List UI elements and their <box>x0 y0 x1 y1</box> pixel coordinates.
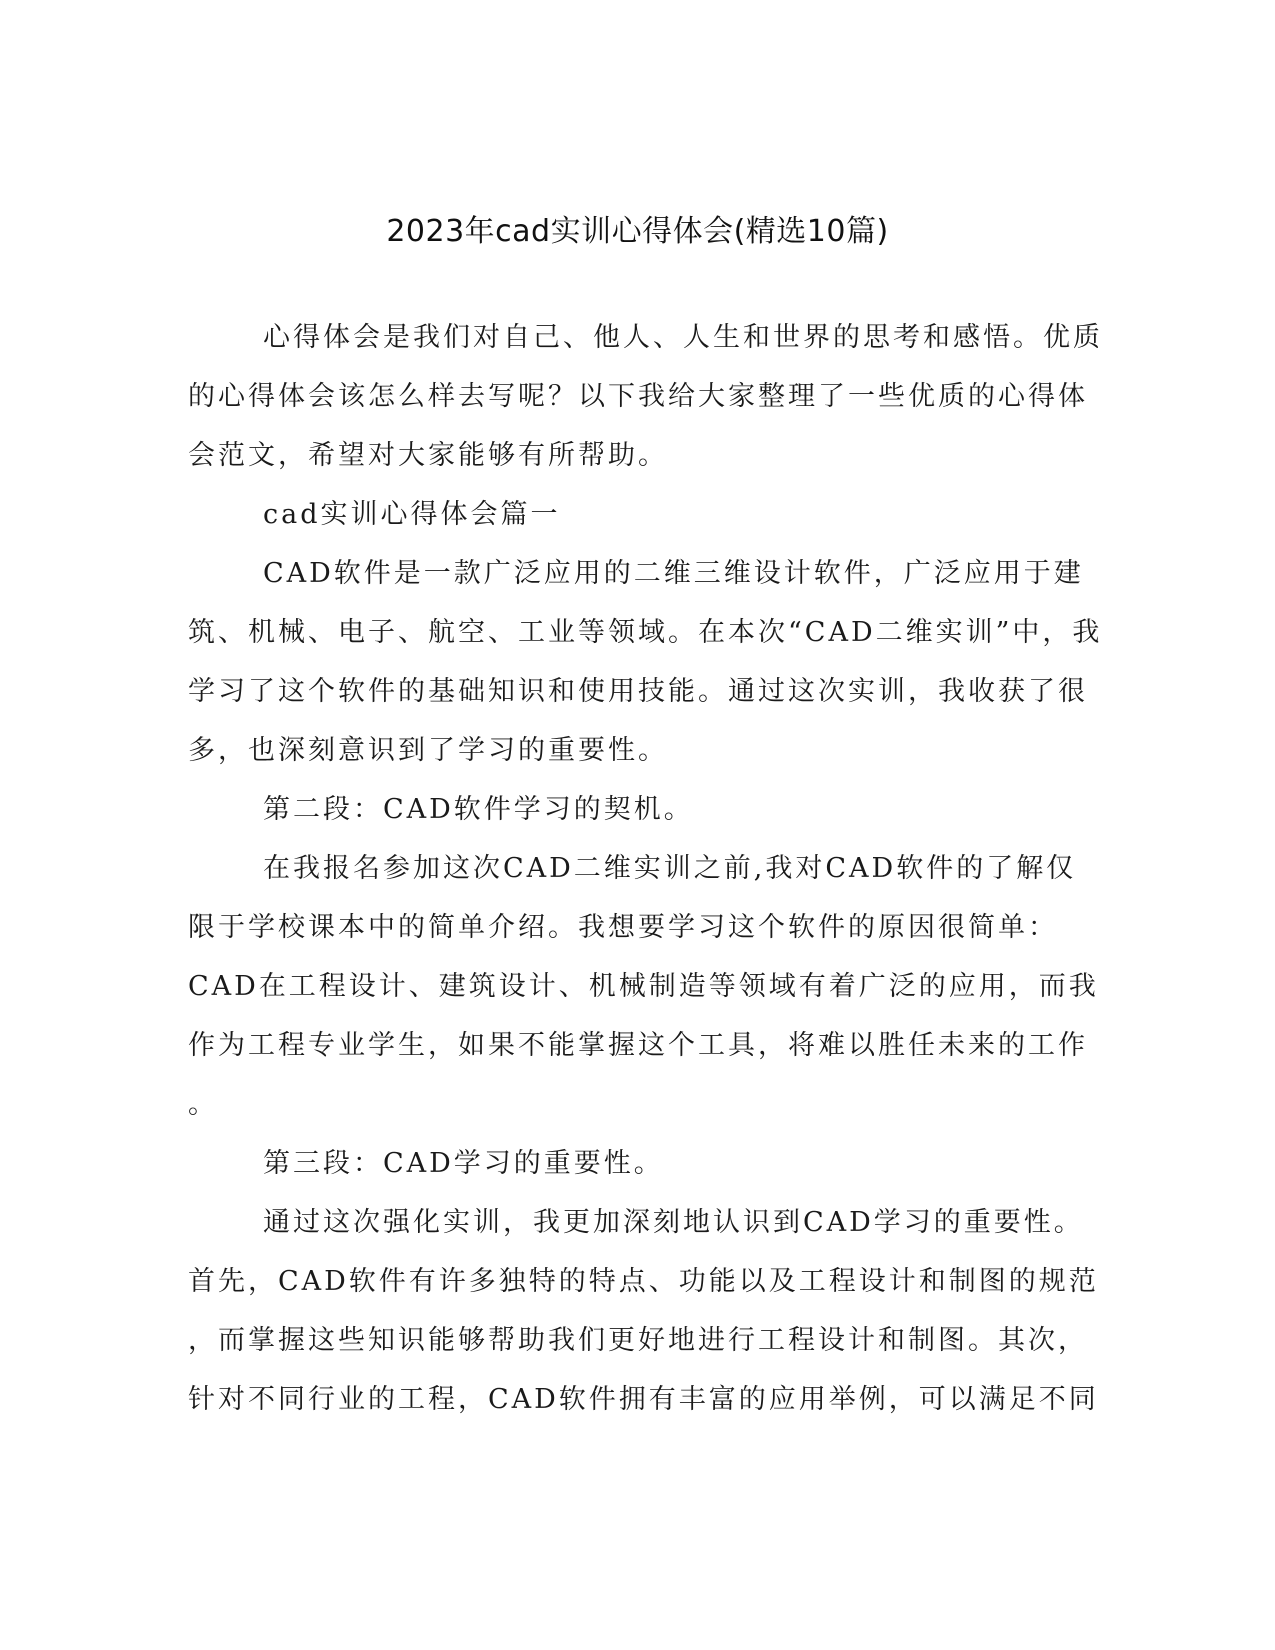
paragraph-line: 通过这次强化实训，我更加深刻地认识到CAD学习的重要性。 <box>263 1207 1084 1238</box>
section-heading: 第二段：CAD软件学习的契机。 <box>263 794 694 825</box>
paragraph-line: ，而掌握这些知识能够帮助我们更好地进行工程设计和制图。其次， <box>188 1325 1088 1356</box>
paragraph-line: 的心得体会该怎么样去写呢？以下我给大家整理了一些优质的心得体 <box>188 381 1088 412</box>
paragraph-line: 针对不同行业的工程，CAD软件拥有丰富的应用举例，可以满足不同 <box>188 1384 1099 1415</box>
paragraph-line: 多，也深刻意识到了学习的重要性。 <box>188 735 668 766</box>
paragraph-line: CAD在工程设计、建筑设计、机械制造等领域有着广泛的应用，而我 <box>188 971 1099 1002</box>
paragraph-line: 心得体会是我们对自己、他人、人生和世界的思考和感悟。优质 <box>263 322 1103 353</box>
paragraph-line: CAD软件是一款广泛应用的二维三维设计软件，广泛应用于建 <box>263 558 1084 589</box>
paragraph-line: 作为工程专业学生，如果不能掌握这个工具，将难以胜任未来的工作 <box>188 1030 1088 1061</box>
paragraph-line: 限于学校课本中的简单介绍。我想要学习这个软件的原因很简单： <box>188 912 1058 943</box>
section-heading: 第三段：CAD学习的重要性。 <box>263 1148 664 1179</box>
paragraph-line: 会范文，希望对大家能够有所帮助。 <box>188 440 668 471</box>
paragraph-line: 学习了这个软件的基础知识和使用技能。通过这次实训，我收获了很 <box>188 676 1088 707</box>
paragraph-line: 在我报名参加这次CAD二维实训之前,我对CAD软件的了解仅 <box>263 853 1077 884</box>
document-title: 2023年cad实训心得体会(精选10篇) <box>386 214 889 249</box>
section-heading: cad实训心得体会篇一 <box>263 499 561 530</box>
paragraph-line: 首先，CAD软件有许多独特的特点、功能以及工程设计和制图的规范 <box>188 1266 1099 1297</box>
paragraph-line: 筑、机械、电子、航空、工业等领域。在本次“CAD二维实训”中，我 <box>188 617 1103 648</box>
paragraph-line: 。 <box>188 1089 218 1120</box>
